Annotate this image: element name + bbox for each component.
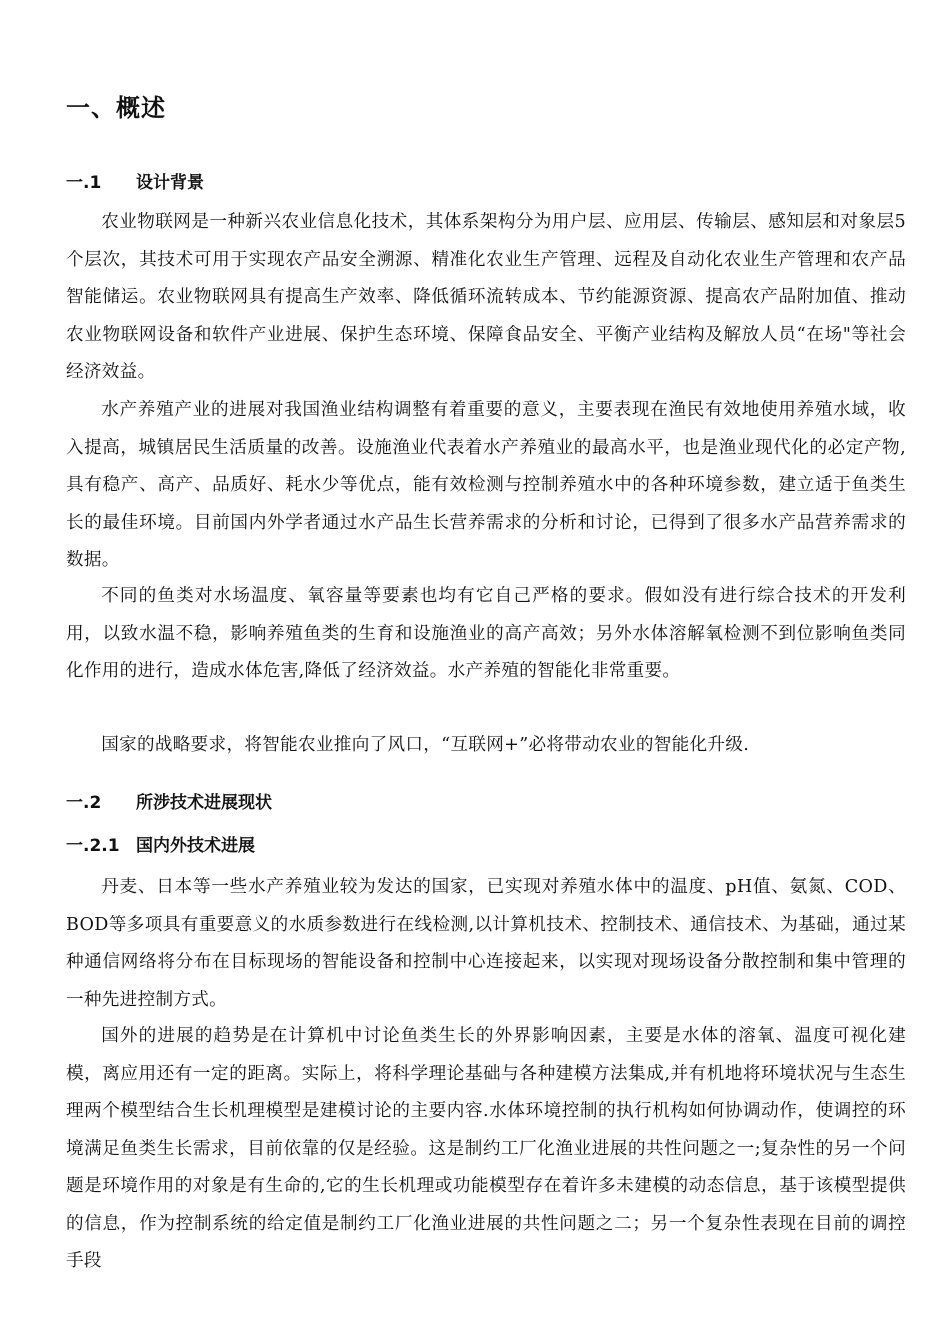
paragraph: 国家的战略要求，将智能农业推向了风口，“互联网+”必将带动农业的智能化升级. — [101, 735, 750, 755]
section-title: 所涉技术进展现状 — [136, 793, 272, 813]
paragraph: 农业物联网是一种新兴农业信息化技术，其体系架构分为用户层、应用层、传输层、感知层和对象层5个层次，其技术可用于实现农产品安全溯源、精准化农业生产管理、远程及自动化农业生产管理和农产品智能储运。农业物联网具有提高生产效率、降低循环流转成本、节约能源资源、提高农产品附加值、推动农业物联网设备和软件产业进展、保护生态环境、保障食品安全、平衡产业结构及解放人员“在场"等社会经济效益。 — [66, 212, 906, 382]
section-title: 设计背景 — [136, 173, 204, 193]
section-number: 一.1 — [66, 173, 102, 193]
subsection-title: 国内外技术进展 — [136, 836, 255, 856]
paragraph: 丹麦、日本等一些水产养殖业较为发达的国家，已实现对养殖水体中的温度、pH值、氨氮、COD、BOD等多项具有重要意义的水质参数进行在线检测,以计算机技术、控制技术、通信技术、为基础，通过某种通信网络将分布在目标现场的智能设备和控制中心连接起来，以实现对现场设备分散控制和集中管理的一种先进控制方式。 — [66, 877, 906, 1010]
section-number: 一.2 — [66, 793, 102, 813]
paragraph: 水产养殖产业的进展对我国渔业结构调整有着重要的意义，主要表现在渔民有效地使用养殖水域，收入提高，城镇居民生活质量的改善。设施渔业代表着水产养殖业的最高水平，也是渔业现代化的必定产物,具有稳产、高产、品质好、耗水少等优点，能有效检测与控制养殖水中的各种环境参数，建立适于鱼类生长的最佳环境。目前国内外学者通过水产品生长营养需求的分析和讨论，已得到了很多水产品营养需求的数据。 — [66, 400, 906, 570]
section-heading-1 — [66, 168, 204, 193]
chapter-title: 一、概述 — [66, 94, 166, 122]
paragraph: 国外的进展的趋势是在计算机中讨论鱼类生长的外界影响因素，主要是水体的溶氧、温度可视化建模，离应用还有一定的距离。实际上，将科学理论基础与各种建模方法集成,并有机地将环境状况与生态生理两个模型结合生长机理模型是建模讨论的主要内容.水体环境控制的执行机构如何协调动作，使调控的环境满足鱼类生长需求，目前依靠的仅是经验。这是制约工厂化渔业进展的共性问题之一;复杂性的另一个问题是环境作用的对象是有生命的,它的生长机理或功能模型存在着许多未建模的动态信息，基于该模型提供的信息，作为控制系统的给定值是制约工厂化渔业进展的共性问题之二；另一个复杂性表现在目前的调控手段 — [66, 1026, 906, 1271]
paragraph: 不同的鱼类对水场温度、氧容量等要素也均有它自己严格的要求。假如没有进行综合技术的开发利用，以致水温不稳，影响养殖鱼类的生育和设施渔业的高产高效；另外水体溶解氧检测不到位影响鱼类同化作用的进行，造成水体危害,降低了经济效益。水产养殖的智能化非常重要。 — [66, 586, 906, 681]
subsection-number: 一.2.1 — [66, 836, 120, 856]
section-heading-2 — [66, 788, 272, 813]
subsection-heading — [66, 831, 255, 856]
